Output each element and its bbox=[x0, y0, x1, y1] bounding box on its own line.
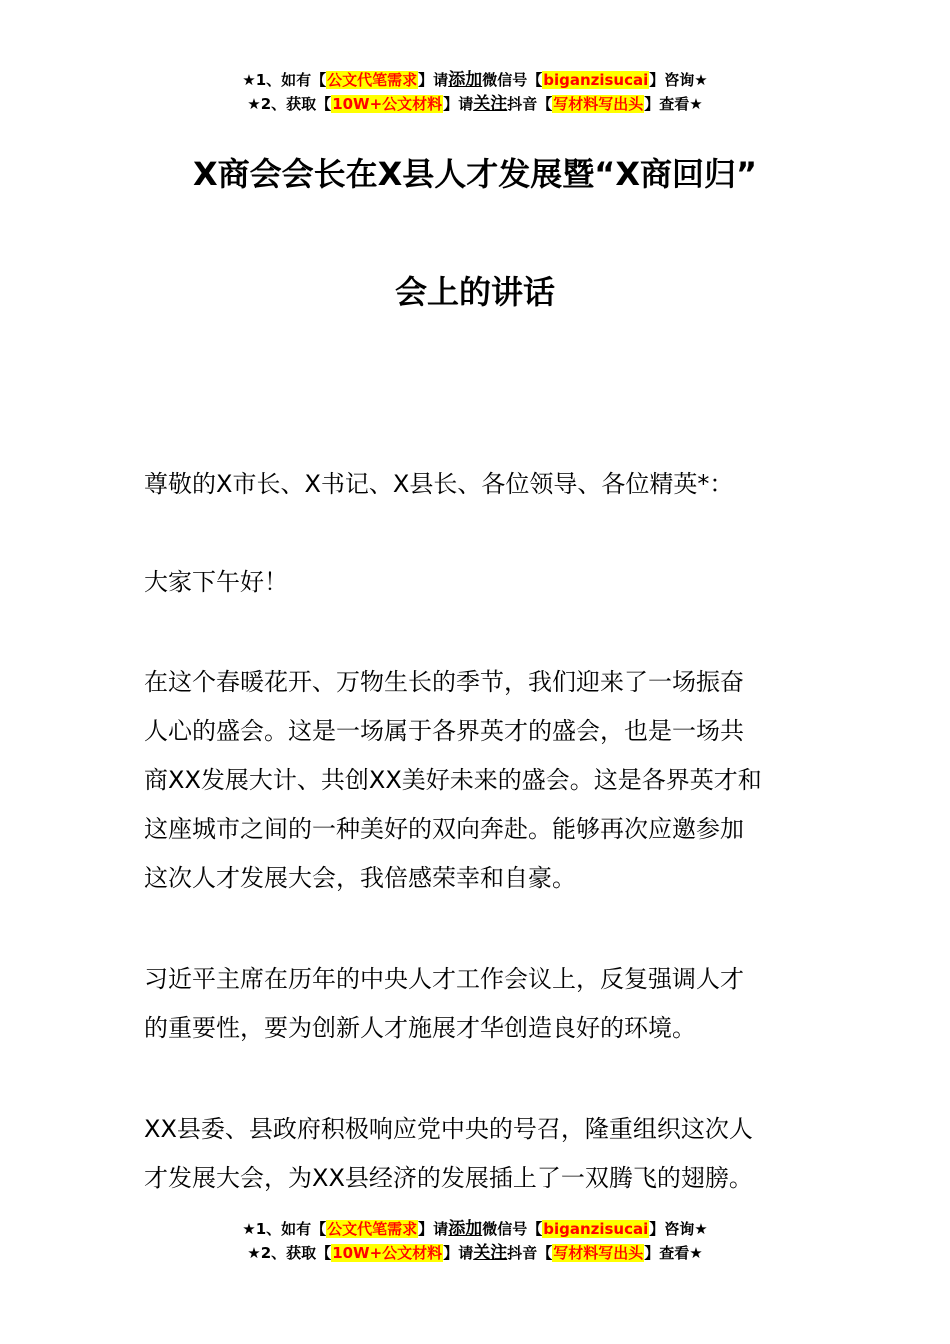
promo-highlight-douyin-id: 写材料写出头 bbox=[553, 1244, 644, 1262]
promo-highlight-wechat-id: biganzisucai bbox=[543, 71, 649, 89]
promo-emphasis-add: 添加 bbox=[448, 70, 483, 90]
promo-line-2: ★2、获取【10W+公文材料】请关注抖音【写材料写出头】查看★ bbox=[247, 1243, 703, 1263]
promo-highlight-service: 公文代笔需求 bbox=[327, 71, 418, 89]
promo-emphasis-follow: 关注 bbox=[473, 94, 508, 114]
promo-highlight-materials: 10W+公文材料 bbox=[332, 95, 443, 113]
promo-highlight-service: 公文代笔需求 bbox=[327, 1220, 418, 1238]
greeting: 大家下午好！ bbox=[144, 568, 288, 596]
document-title-line-2: 会上的讲话 bbox=[394, 273, 555, 311]
promo-emphasis-add: 添加 bbox=[448, 1219, 483, 1239]
promo-highlight-materials: 10W+公文材料 bbox=[332, 1244, 443, 1262]
promo-highlight-douyin-id: 写材料写出头 bbox=[553, 95, 644, 113]
promo-highlight-wechat-id: biganzisucai bbox=[543, 1220, 649, 1238]
promo-line-1: ★1、如有【公文代笔需求】请添加微信号【biganzisucai】咨询★ bbox=[242, 70, 708, 90]
body-paragraph-2: 习近平主席在历年的中央人才工作会议上，反复强调人才 的重要性，要为创新人才施展才华创造良好的环境。 bbox=[144, 965, 744, 1042]
body-paragraph-1: 在这个春暖花开、万物生长的季节，我们迎来了一场振奋 人心的盛会。这是一场属于各界英才的盛会，也是一场共 商XX发展大计、共创XX美好未来的盛会。这是各界英才和 这座城市之间的一种美好的双向奔赴。能够再次应邀参加 这次人才发展大会，我倍感荣幸和自豪。 bbox=[144, 668, 762, 892]
promo-line-2: ★2、获取【10W+公文材料】请关注抖音【写材料写出头】查看★ bbox=[247, 94, 703, 114]
promo-line-1: ★1、如有【公文代笔需求】请添加微信号【biganzisucai】咨询★ bbox=[242, 1219, 708, 1239]
body-paragraph-3: XX县委、县政府积极响应党中央的号召，隆重组织这次人 才发展大会，为XX县经济的发展插上了一双腾飞的翅膀。 bbox=[144, 1115, 753, 1192]
promo-emphasis-follow: 关注 bbox=[473, 1243, 508, 1263]
header-promo-banner bbox=[0, 68, 950, 116]
salutation: 尊敬的X市长、X书记、X县长、各位领导、各位精英*： bbox=[144, 470, 734, 498]
footer-promo-banner bbox=[0, 1217, 950, 1265]
document-title-line-1: X商会会长在X县人才发展暨“X商回归” bbox=[192, 155, 758, 193]
